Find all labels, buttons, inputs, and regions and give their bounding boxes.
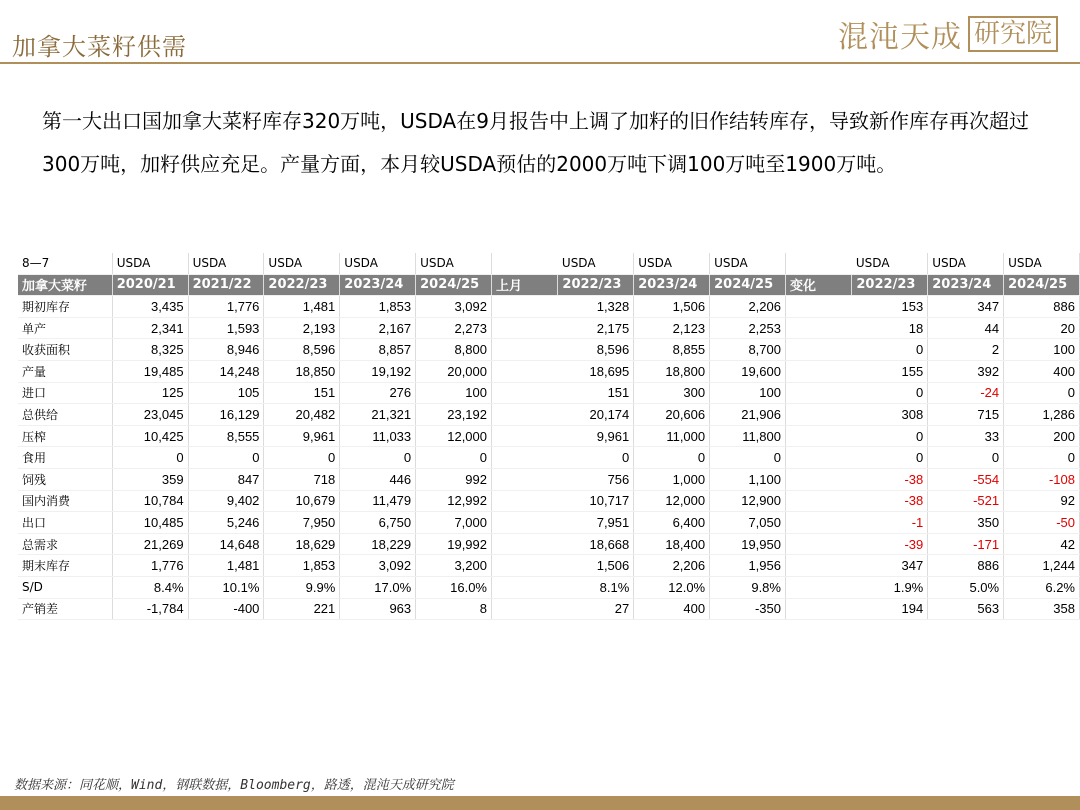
table-cell: 18 — [852, 317, 928, 339]
table-gap-cell — [785, 555, 851, 577]
table-cell: 44 — [928, 317, 1004, 339]
table-cell: 11,800 — [710, 425, 786, 447]
row-label: USDA — [416, 253, 492, 274]
table-gap-cell — [492, 360, 558, 382]
row-label: USDA — [1004, 253, 1080, 274]
table-cell: 8,325 — [112, 339, 188, 361]
table-cell: 9,402 — [188, 490, 264, 512]
column-header: 上月 — [492, 274, 558, 296]
table-cell: 19,992 — [416, 533, 492, 555]
table-cell: 7,050 — [710, 512, 786, 534]
column-header: 2020/21 — [112, 274, 188, 296]
table-cell: 2,273 — [416, 317, 492, 339]
table-row — [18, 317, 1080, 339]
table-gap-cell — [492, 576, 558, 598]
table-cell: 0 — [852, 425, 928, 447]
column-header: 2022/23 — [264, 274, 340, 296]
table-cell: 200 — [1004, 425, 1080, 447]
row-label — [492, 253, 558, 274]
table-cell: 8,596 — [264, 339, 340, 361]
table-cell: 14,248 — [188, 360, 264, 382]
table-cell: 7,951 — [558, 512, 634, 534]
table-cell: 42 — [1004, 533, 1080, 555]
row-label: 食用 — [18, 447, 112, 469]
table-row — [18, 598, 1080, 620]
table-cell: 10,717 — [558, 490, 634, 512]
table-cell: 16,129 — [188, 404, 264, 426]
row-label: USDA — [852, 253, 928, 274]
table-cell: 300 — [634, 382, 710, 404]
column-header: 2023/24 — [928, 274, 1004, 296]
table-cell: 276 — [340, 382, 416, 404]
table-cell: 12,000 — [634, 490, 710, 512]
table-cell: 8,555 — [188, 425, 264, 447]
table-cell: 23,045 — [112, 404, 188, 426]
table-cell: 18,629 — [264, 533, 340, 555]
row-label: USDA — [340, 253, 416, 274]
table-cell: -350 — [710, 598, 786, 620]
table-cell: 0 — [1004, 382, 1080, 404]
table-gap-cell — [492, 468, 558, 490]
table-cell: 963 — [340, 598, 416, 620]
table-cell: 19,485 — [112, 360, 188, 382]
table-cell: 8,596 — [558, 339, 634, 361]
column-header: 2022/23 — [852, 274, 928, 296]
table-cell: 1,956 — [710, 555, 786, 577]
table-row — [18, 512, 1080, 534]
table-cell: 20 — [1004, 317, 1080, 339]
table-cell: 1,593 — [188, 317, 264, 339]
table-cell: 21,906 — [710, 404, 786, 426]
table-row — [18, 576, 1080, 598]
table-cell: 100 — [1004, 339, 1080, 361]
row-label: S/D — [18, 576, 112, 598]
table-cell: -108 — [1004, 468, 1080, 490]
table-cell: 358 — [1004, 598, 1080, 620]
table-gap-cell — [492, 598, 558, 620]
table-cell: -171 — [928, 533, 1004, 555]
table-cell: 3,435 — [112, 296, 188, 318]
table-cell: 886 — [1004, 296, 1080, 318]
table-cell: 0 — [112, 447, 188, 469]
table-cell: 2,167 — [340, 317, 416, 339]
row-label: USDA — [928, 253, 1004, 274]
logo-main-text: 混沌天成 — [837, 20, 962, 55]
table-cell: 350 — [928, 512, 1004, 534]
table-cell: -50 — [1004, 512, 1080, 534]
table-cell: 2,253 — [710, 317, 786, 339]
table-cell: 0 — [710, 447, 786, 469]
table-cell: 21,269 — [112, 533, 188, 555]
table-cell: 1,481 — [264, 296, 340, 318]
table-gap-cell — [785, 598, 851, 620]
table-cell: 1,328 — [558, 296, 634, 318]
row-label: USDA — [710, 253, 786, 274]
table-cell: 5,246 — [188, 512, 264, 534]
table-row — [18, 490, 1080, 512]
table-cell: 0 — [852, 447, 928, 469]
table-cell: 151 — [558, 382, 634, 404]
table-cell: 7,000 — [416, 512, 492, 534]
table-cell: 7,950 — [264, 512, 340, 534]
table-cell: 347 — [852, 555, 928, 577]
table-cell: 6,750 — [340, 512, 416, 534]
table-gap-cell — [492, 490, 558, 512]
table-cell: 1,244 — [1004, 555, 1080, 577]
row-label — [785, 253, 851, 274]
row-label: 国内消费 — [18, 490, 112, 512]
supply-demand-table — [18, 253, 1080, 620]
column-header: 2023/24 — [340, 274, 416, 296]
table-cell: 9.8% — [710, 576, 786, 598]
row-label: USDA — [264, 253, 340, 274]
table-cell: 8,946 — [188, 339, 264, 361]
row-label: 产量 — [18, 360, 112, 382]
table-cell: 1,506 — [558, 555, 634, 577]
table-cell: 392 — [928, 360, 1004, 382]
table-cell: 12.0% — [634, 576, 710, 598]
table-cell: 2,193 — [264, 317, 340, 339]
table-cell: 3,092 — [340, 555, 416, 577]
table-cell: 2,206 — [634, 555, 710, 577]
table-cell: 100 — [416, 382, 492, 404]
row-label: 产销差 — [18, 598, 112, 620]
table-cell: 19,950 — [710, 533, 786, 555]
table-gap-cell — [785, 533, 851, 555]
table-cell: 10,425 — [112, 425, 188, 447]
table-cell: 20,606 — [634, 404, 710, 426]
table-cell: 347 — [928, 296, 1004, 318]
table-gap-cell — [785, 490, 851, 512]
table-cell: 2,175 — [558, 317, 634, 339]
table-cell: 8,857 — [340, 339, 416, 361]
table-row — [18, 555, 1080, 577]
row-label: USDA — [188, 253, 264, 274]
table-gap-cell — [492, 296, 558, 318]
table-cell: 0 — [416, 447, 492, 469]
table-cell: -24 — [928, 382, 1004, 404]
table-cell: 105 — [188, 382, 264, 404]
row-label: 总需求 — [18, 533, 112, 555]
table-cell: 400 — [1004, 360, 1080, 382]
row-label: USDA — [112, 253, 188, 274]
table-cell: 9.9% — [264, 576, 340, 598]
table-cell: 100 — [710, 382, 786, 404]
table-gap-cell — [492, 447, 558, 469]
table-row — [18, 382, 1080, 404]
table-cell: 9,961 — [558, 425, 634, 447]
table-cell: 11,000 — [634, 425, 710, 447]
table-gap-cell — [785, 425, 851, 447]
table-cell: 18,695 — [558, 360, 634, 382]
table-gap-cell — [492, 404, 558, 426]
table-gap-cell — [785, 576, 851, 598]
table-cell: 400 — [634, 598, 710, 620]
table-cell: 0 — [558, 447, 634, 469]
table-cell: 125 — [112, 382, 188, 404]
table-cell: 8.4% — [112, 576, 188, 598]
table-cell: 718 — [264, 468, 340, 490]
table-row — [18, 447, 1080, 469]
table-cell: -521 — [928, 490, 1004, 512]
table-gap-cell — [785, 382, 851, 404]
table-header-label: 加拿大菜籽 — [18, 274, 112, 296]
table-cell: 10,485 — [112, 512, 188, 534]
table-cell: 12,992 — [416, 490, 492, 512]
table-cell: 8,800 — [416, 339, 492, 361]
table-row — [18, 360, 1080, 382]
table-gap-cell — [785, 317, 851, 339]
table-cell: 563 — [928, 598, 1004, 620]
table-row — [18, 404, 1080, 426]
row-label: 期末库存 — [18, 555, 112, 577]
table-gap-cell — [492, 533, 558, 555]
table-cell: 0 — [1004, 447, 1080, 469]
table-gap-cell — [785, 447, 851, 469]
table-cell: 8.1% — [558, 576, 634, 598]
table-cell: 21,321 — [340, 404, 416, 426]
table-cell: 18,850 — [264, 360, 340, 382]
table-cell: 33 — [928, 425, 1004, 447]
table-cell: 847 — [188, 468, 264, 490]
table-cell: 20,174 — [558, 404, 634, 426]
row-label: 8—7 — [18, 253, 112, 274]
table-cell: 18,229 — [340, 533, 416, 555]
table-cell: 12,000 — [416, 425, 492, 447]
table-cell: 10,784 — [112, 490, 188, 512]
table-cell: 308 — [852, 404, 928, 426]
table-cell: 19,600 — [710, 360, 786, 382]
table-cell: 27 — [558, 598, 634, 620]
table-cell: -1 — [852, 512, 928, 534]
table-cell: 0 — [188, 447, 264, 469]
row-label: 压榨 — [18, 425, 112, 447]
table-cell: 16.0% — [416, 576, 492, 598]
table-cell: 0 — [264, 447, 340, 469]
table-cell: -400 — [188, 598, 264, 620]
table-gap-cell — [785, 360, 851, 382]
table-row — [18, 533, 1080, 555]
table-row — [18, 425, 1080, 447]
table-cell: 3,092 — [416, 296, 492, 318]
table-cell: 1,853 — [340, 296, 416, 318]
table-cell: 18,400 — [634, 533, 710, 555]
table-cell: -38 — [852, 490, 928, 512]
table-cell: 151 — [264, 382, 340, 404]
table-cell: -39 — [852, 533, 928, 555]
table-cell: 11,479 — [340, 490, 416, 512]
column-header: 变化 — [785, 274, 851, 296]
row-label: 单产 — [18, 317, 112, 339]
table-cell: 1,853 — [264, 555, 340, 577]
column-header: 2024/25 — [416, 274, 492, 296]
table-cell: 155 — [852, 360, 928, 382]
row-label: 饲残 — [18, 468, 112, 490]
row-label: USDA — [558, 253, 634, 274]
table-cell: 17.0% — [340, 576, 416, 598]
table-cell: 12,900 — [710, 490, 786, 512]
row-label: USDA — [634, 253, 710, 274]
company-logo — [838, 12, 1058, 56]
table-cell: 2 — [928, 339, 1004, 361]
summary-paragraph: 第一大出口国加拿大菜籽库存320万吨，USDA在9月报告中上调了加籽的旧作结转库存，导致新作库存再次超过300万吨，加籽供应充足。产量方面，本月较USDA预估的2000万吨下调100万吨至1900万吨。 — [42, 109, 1029, 176]
table-cell: 10.1% — [188, 576, 264, 598]
table-cell: 0 — [852, 339, 928, 361]
table-cell: 1,286 — [1004, 404, 1080, 426]
table-cell: 1,776 — [188, 296, 264, 318]
table-gap-cell — [492, 317, 558, 339]
row-label: 收获面积 — [18, 339, 112, 361]
table-gap-cell — [492, 512, 558, 534]
row-label: 出口 — [18, 512, 112, 534]
table-cell: 2,123 — [634, 317, 710, 339]
column-header: 2024/25 — [710, 274, 786, 296]
table-gap-cell — [785, 296, 851, 318]
column-header: 2021/22 — [188, 274, 264, 296]
table-cell: 23,192 — [416, 404, 492, 426]
table-cell: 10,679 — [264, 490, 340, 512]
column-header: 2022/23 — [558, 274, 634, 296]
table-cell: 5.0% — [928, 576, 1004, 598]
table-cell: 886 — [928, 555, 1004, 577]
table-top-row — [18, 253, 1080, 274]
table-cell: 18,668 — [558, 533, 634, 555]
table-cell: 6.2% — [1004, 576, 1080, 598]
table-cell: 6,400 — [634, 512, 710, 534]
table-gap-cell — [492, 555, 558, 577]
table-cell: 756 — [558, 468, 634, 490]
table-gap-cell — [492, 339, 558, 361]
table-cell: 20,000 — [416, 360, 492, 382]
table-cell: 359 — [112, 468, 188, 490]
table-cell: -554 — [928, 468, 1004, 490]
header-divider — [0, 62, 1080, 64]
table-row — [18, 339, 1080, 361]
table-cell: 1,000 — [634, 468, 710, 490]
table-cell: 8 — [416, 598, 492, 620]
table-cell: 9,961 — [264, 425, 340, 447]
row-label: 进口 — [18, 382, 112, 404]
table-cell: 18,800 — [634, 360, 710, 382]
table-cell: 153 — [852, 296, 928, 318]
table-cell: 1,776 — [112, 555, 188, 577]
footer-bar — [0, 796, 1080, 810]
column-header: 2024/25 — [1004, 274, 1080, 296]
table-gap-cell — [785, 512, 851, 534]
table-cell: 8,855 — [634, 339, 710, 361]
table-row — [18, 468, 1080, 490]
table-cell: 446 — [340, 468, 416, 490]
table-cell: 0 — [928, 447, 1004, 469]
table-cell: 19,192 — [340, 360, 416, 382]
table-header-row — [18, 274, 1080, 296]
table-cell: 1,481 — [188, 555, 264, 577]
table-cell: -38 — [852, 468, 928, 490]
table-gap-cell — [785, 339, 851, 361]
table-cell: -1,784 — [112, 598, 188, 620]
data-source-note: 数据来源：同花顺，Wind，钢联数据，Bloomberg，路透，混沌天成研究院 — [14, 778, 454, 793]
table-cell: 0 — [340, 447, 416, 469]
table-cell: 92 — [1004, 490, 1080, 512]
table-cell: 11,033 — [340, 425, 416, 447]
table-cell: 2,206 — [710, 296, 786, 318]
table-cell: 0 — [634, 447, 710, 469]
table-cell: 1,506 — [634, 296, 710, 318]
table-gap-cell — [785, 468, 851, 490]
page-title: 加拿大菜籽供需 — [12, 33, 187, 61]
table-cell: 0 — [852, 382, 928, 404]
table-gap-cell — [785, 404, 851, 426]
table-cell: 221 — [264, 598, 340, 620]
table-gap-cell — [492, 382, 558, 404]
table-cell: 20,482 — [264, 404, 340, 426]
table-cell: 194 — [852, 598, 928, 620]
table-row — [18, 296, 1080, 318]
table-cell: 1,100 — [710, 468, 786, 490]
table-cell: 2,341 — [112, 317, 188, 339]
table-cell: 992 — [416, 468, 492, 490]
column-header: 2023/24 — [634, 274, 710, 296]
table-cell: 8,700 — [710, 339, 786, 361]
table-cell: 14,648 — [188, 533, 264, 555]
table-cell: 715 — [928, 404, 1004, 426]
row-label: 期初库存 — [18, 296, 112, 318]
table-cell: 3,200 — [416, 555, 492, 577]
table-gap-cell — [492, 425, 558, 447]
table-cell: 1.9% — [852, 576, 928, 598]
logo-boxed-text: 研究院 — [968, 16, 1058, 52]
row-label: 总供给 — [18, 404, 112, 426]
